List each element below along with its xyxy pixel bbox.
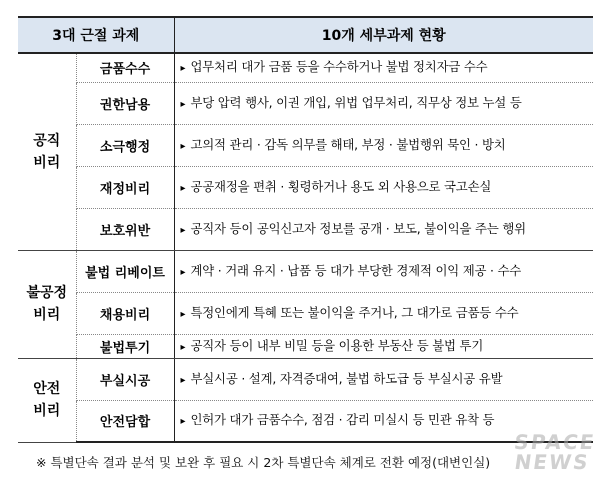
table-row	[18, 53, 593, 82]
subtask-desc	[174, 53, 593, 82]
header-sub-tasks: 10개 세부과제 현황	[174, 17, 593, 53]
header-main-tasks: 3대 근절 과제	[18, 17, 174, 53]
bullet-icon: ▸	[180, 63, 186, 75]
subtask-name: 재정비리	[76, 166, 174, 208]
subtask-name: 금품수수	[76, 53, 174, 82]
category-cell	[18, 53, 76, 250]
table-row	[18, 82, 593, 124]
desc-text: 공직자 등이 내부 비밀 등을 이용한 부동산 등 불법 투기	[190, 337, 484, 353]
table-header-row	[18, 17, 593, 53]
category-cell	[18, 250, 76, 358]
subtask-desc	[174, 334, 593, 358]
category-label: 비리	[33, 307, 61, 323]
bullet-icon: ▸	[180, 98, 186, 110]
desc-text: 부당 압력 행사, 이권 개입, 위법 업무처리, 직무상 정보 누설 등	[190, 94, 522, 110]
desc-text: 부실시공 · 설계, 자격증대여, 불법 하도급 등 부실시공 유발	[190, 370, 503, 386]
desc-text: 인허가 대가 금품수수, 점검 · 감리 미실시 등 민관 유착 등	[190, 412, 495, 428]
category-label: 비리	[33, 403, 61, 419]
table-row	[18, 208, 593, 250]
table-row	[18, 124, 593, 166]
table-row	[18, 358, 593, 400]
category-label: 안전	[33, 381, 61, 397]
category-cell	[18, 358, 76, 442]
table-row	[18, 334, 593, 358]
subtask-name: 소극행정	[76, 124, 174, 166]
bullet-icon: ▸	[180, 266, 186, 278]
bullet-icon: ▸	[180, 182, 186, 194]
table-row	[18, 250, 593, 292]
subtask-name: 부실시공	[76, 358, 174, 400]
subtask-desc	[174, 250, 593, 292]
subtask-desc	[174, 358, 593, 400]
subtask-name: 불법투기	[76, 334, 174, 358]
subtask-name: 안전담합	[76, 400, 174, 442]
subtask-name: 권한남용	[76, 82, 174, 124]
table-row	[18, 400, 593, 442]
subtask-desc	[174, 124, 593, 166]
bullet-icon: ▸	[180, 140, 186, 152]
table-row	[18, 292, 593, 334]
watermark-logo	[510, 432, 597, 472]
category-label: 비리	[33, 154, 61, 171]
watermark-line: NEWS	[512, 450, 592, 474]
bullet-icon: ▸	[180, 374, 186, 386]
bullet-icon: ▸	[180, 341, 186, 353]
category-label: 공직	[33, 132, 61, 149]
watermark-line: SPACE	[512, 430, 598, 454]
desc-text: 업무처리 대가 금품 등을 수수하거나 불법 정치자금 수수	[190, 59, 488, 75]
desc-text: 특정인에게 특혜 또는 불이익을 주거나, 그 대가로 금품등 수수	[190, 304, 519, 320]
footnote: ※ 특별단속 결과 분석 및 보완 후 필요 시 2차 특별단속 체계로 전환 예정(대변인실)	[36, 455, 491, 470]
subtask-name: 채용비리	[76, 292, 174, 334]
desc-text: 고의적 관리 · 감독 의무를 해태, 부정 · 불법행위 묵인 · 방치	[190, 136, 506, 152]
desc-text: 공공재정을 편취 · 횡령하거나 용도 외 사용으로 국고손실	[190, 178, 492, 194]
desc-text: 계약 · 거래 유지 · 납품 등 대가 부당한 경제적 이익 제공 · 수수	[190, 262, 522, 278]
table-row	[18, 166, 593, 208]
category-label: 불공정	[26, 285, 68, 301]
bullet-icon: ▸	[180, 416, 186, 428]
subtask-desc	[174, 292, 593, 334]
subtask-name: 불법 리베이트	[76, 250, 174, 292]
bullet-icon: ▸	[180, 224, 186, 236]
subtask-desc	[174, 166, 593, 208]
corruption-tasks-table	[18, 16, 593, 443]
subtask-desc	[174, 208, 593, 250]
desc-text: 공직자 등이 공익신고자 정보를 공개 · 보도, 불이익을 주는 행위	[190, 220, 526, 236]
bullet-icon: ▸	[180, 308, 186, 320]
subtask-name: 보호위반	[76, 208, 174, 250]
subtask-desc	[174, 82, 593, 124]
